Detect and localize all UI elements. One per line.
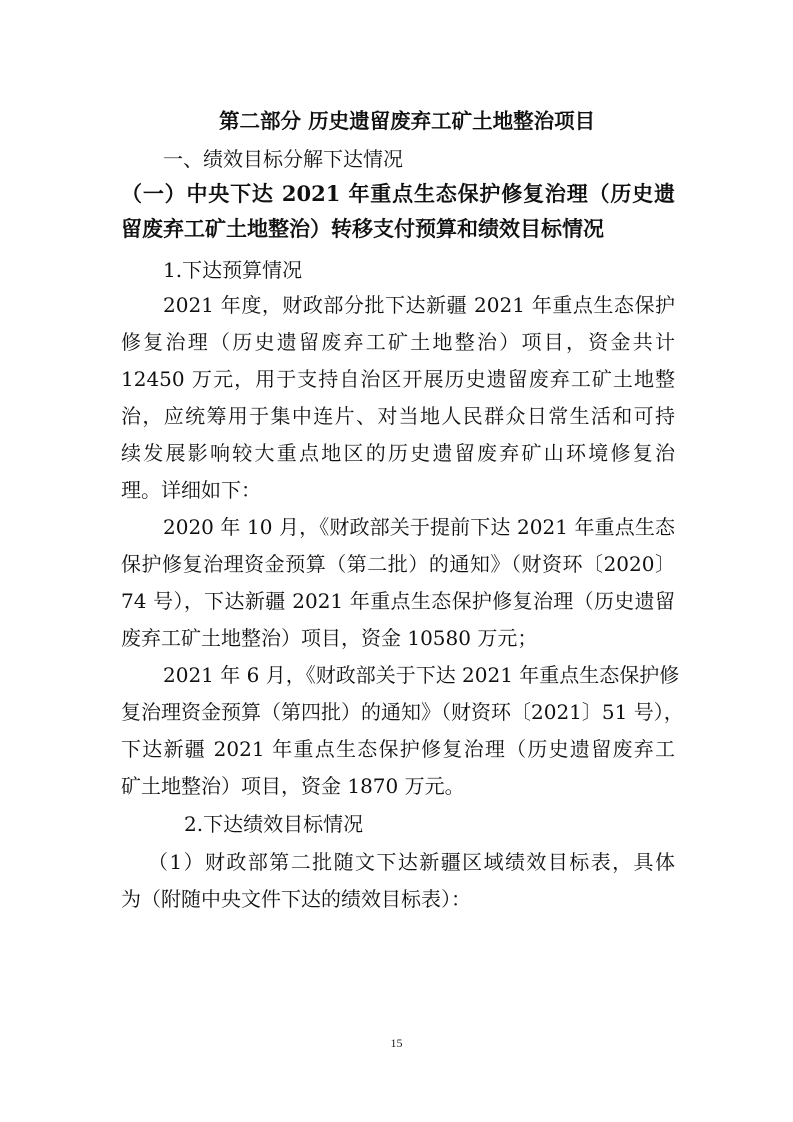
- item1-heading: 1.下达预算情况: [163, 258, 303, 282]
- item2-heading: 2.下达绩效目标情况: [184, 812, 364, 836]
- para1-line-2: 修复治理（历史遗留废弃工矿土地整治）项目，资金共计: [121, 330, 675, 354]
- para3-line-3: 下达新疆 2021 年重点生态保护修复治理（历史遗留废弃工: [121, 737, 675, 761]
- para4-line-1: （1）财政部第二批随文下达新疆区域绩效目标表，具体: [148, 850, 675, 874]
- section-heading: 一、绩效目标分解下达情况: [163, 147, 403, 171]
- para1-line-6: 理。详细如下：: [121, 478, 261, 502]
- para4-line-2: 为（附随中央文件下达的绩效目标表）：: [121, 887, 471, 911]
- para3-line-2: 复治理资金预算（第四批）的通知》（财资环〔2021〕51 号），: [121, 700, 684, 724]
- para2-line-2: 保护修复治理资金预算（第二批）的通知》（财资环〔2020〕: [121, 552, 675, 576]
- para1-line-5: 续发展影响较大重点地区的历史遗留废弃矿山环境修复治: [121, 441, 675, 465]
- para3-line-4: 矿土地整治）项目，资金 1870 万元。: [121, 774, 465, 798]
- page-title: 第二部分 历史遗留废弃工矿土地整治项目: [219, 109, 596, 133]
- para3-line-1: 2021 年 6 月，《财政部关于下达 2021 年重点生态保护修: [163, 663, 680, 687]
- para1-line-4: 治，应统筹用于集中连片、对当地人民群众日常生活和可持: [121, 404, 675, 428]
- para2-line-3: 74 号），下达新疆 2021 年重点生态保护修复治理（历史遗留: [121, 589, 675, 613]
- page-number: 15: [390, 1036, 403, 1050]
- para1-line-3: 12450 万元，用于支持自治区开展历史遗留废弃工矿土地整: [121, 367, 675, 391]
- para2-line-4: 废弃工矿土地整治）项目，资金 10580 万元；: [121, 626, 538, 650]
- subsection-heading-line-2: 留废弃工矿土地整治）转移支付预算和绩效目标情况: [121, 216, 604, 241]
- subsection-heading-line-1: （一）中央下达 2021 年重点生态保护修复治理（历史遗: [121, 181, 675, 206]
- para2-line-1: 2020 年 10 月，《财政部关于提前下达 2021 年重点生态: [163, 515, 675, 539]
- para1-line-1: 2021 年度，财政部分批下达新疆 2021 年重点生态保护: [163, 293, 675, 317]
